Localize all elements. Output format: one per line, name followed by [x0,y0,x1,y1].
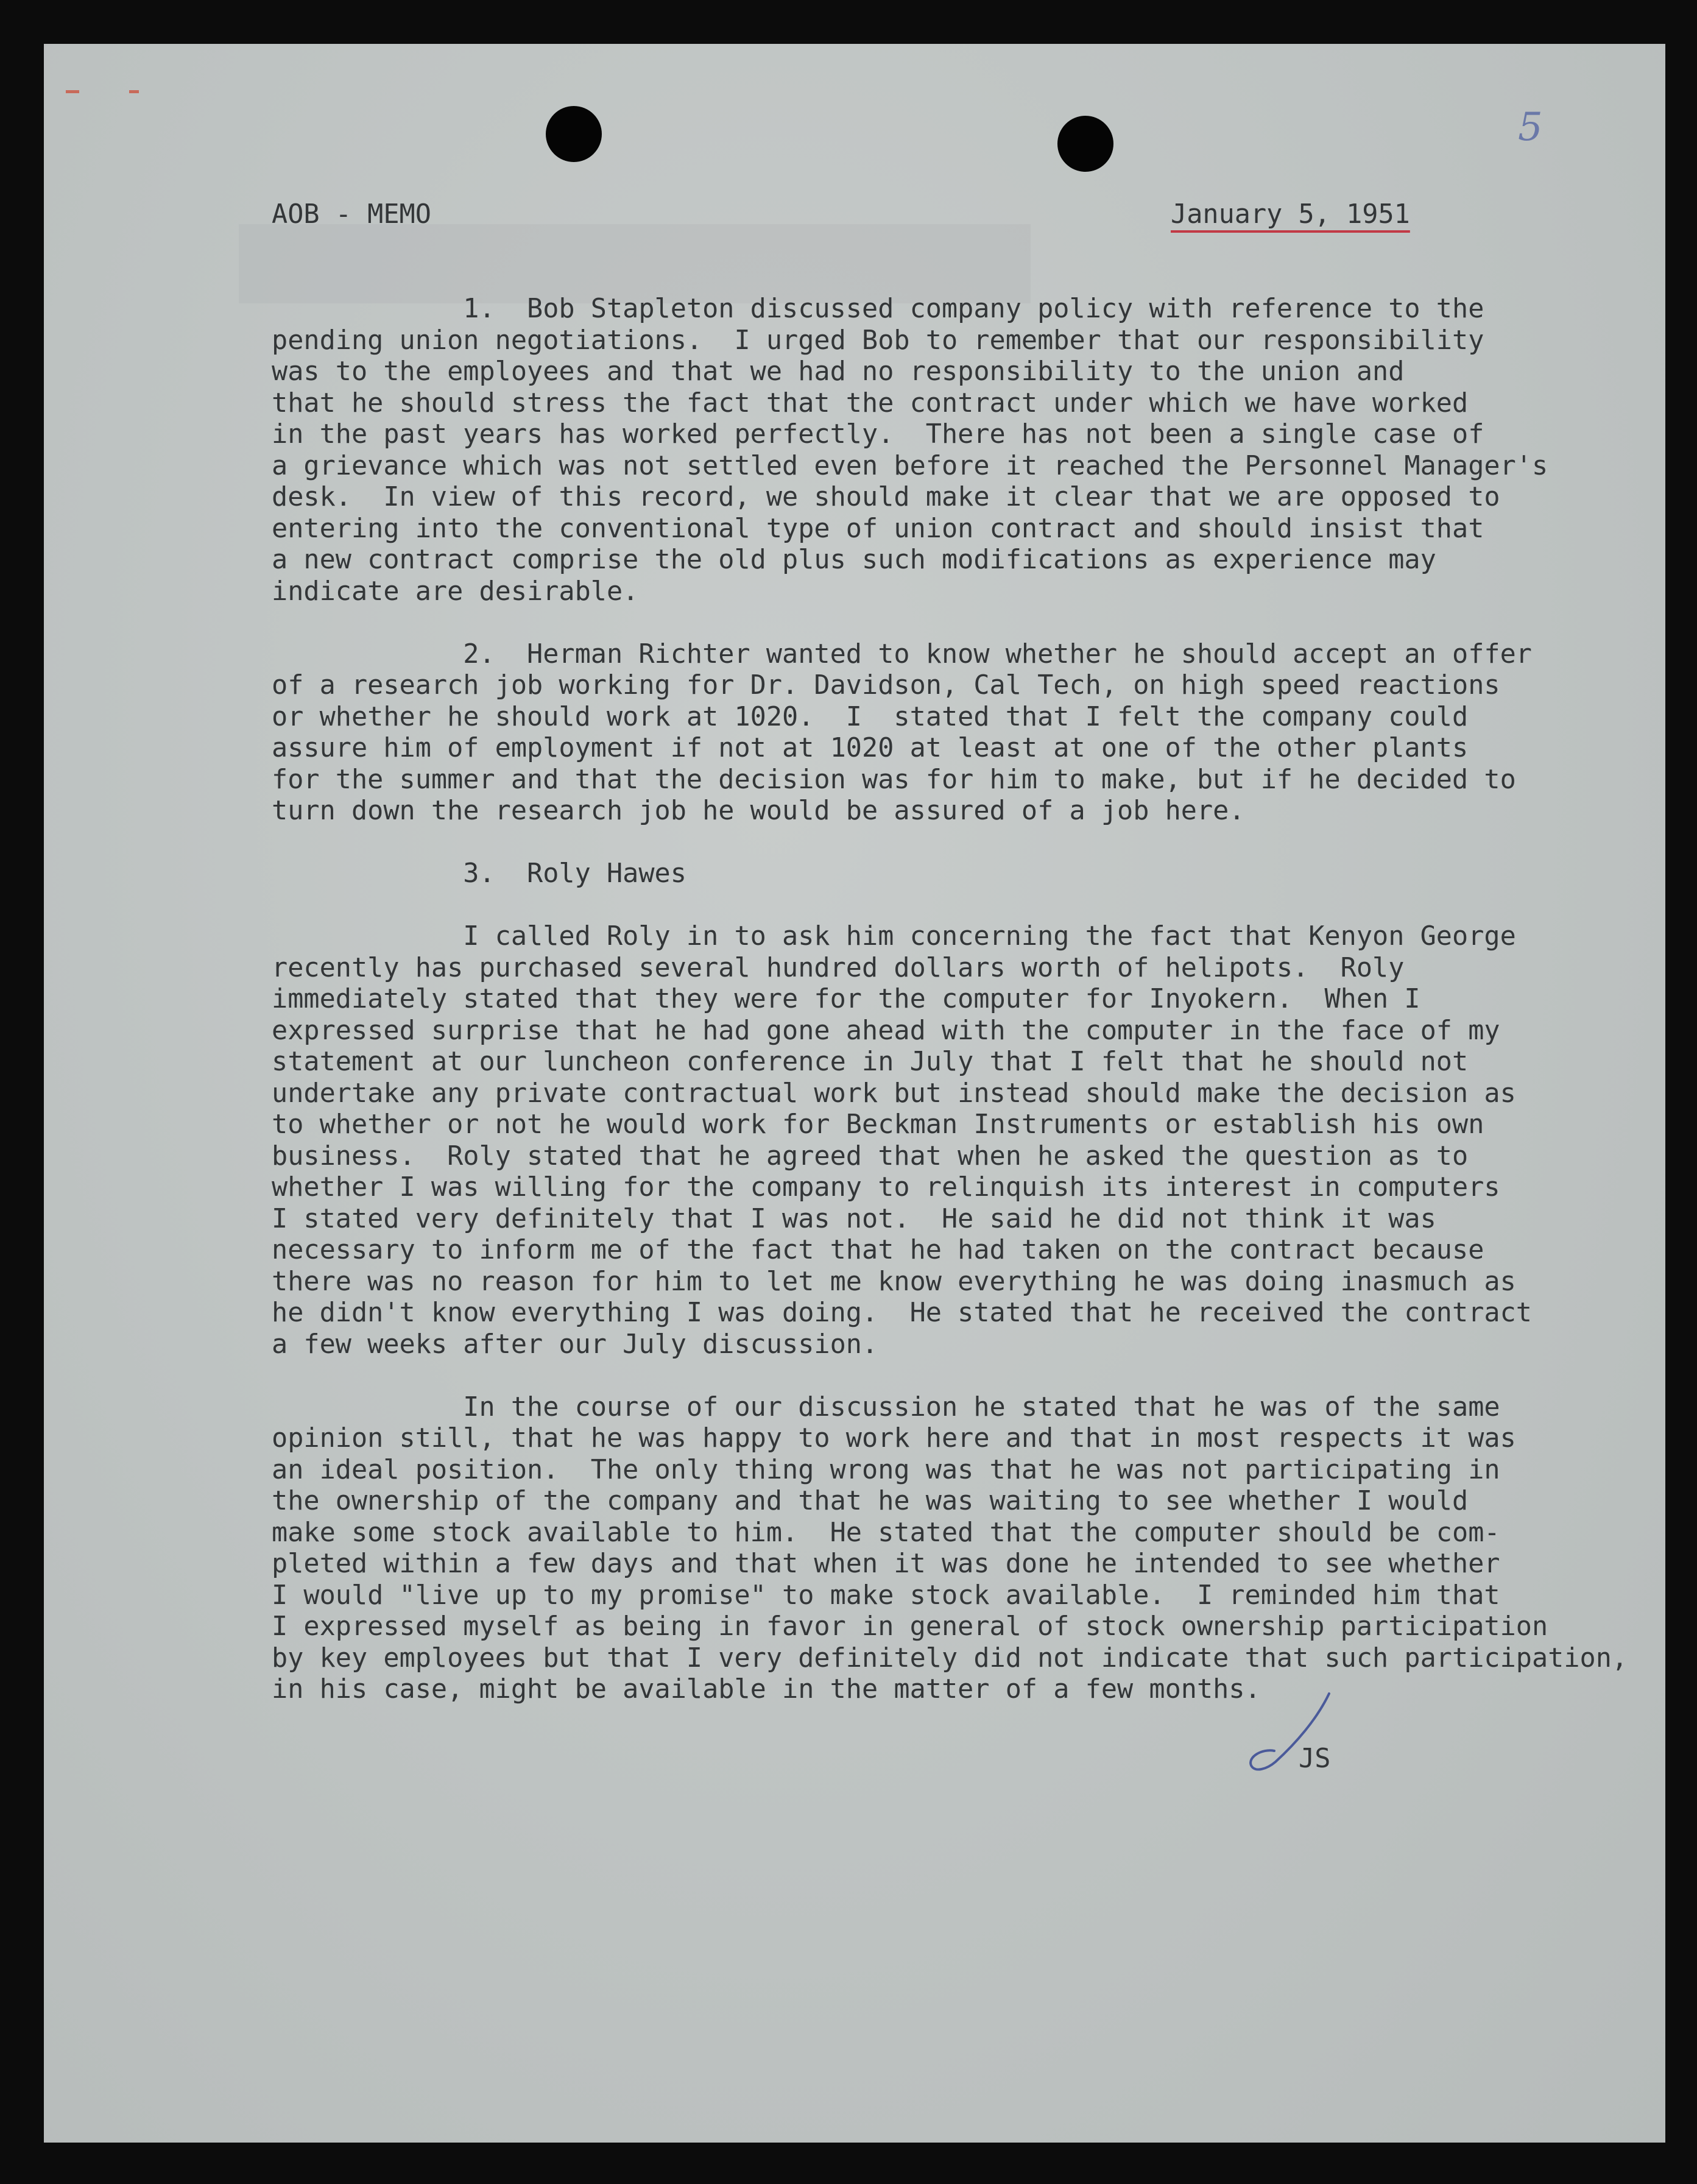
memo-page [44,44,1665,2143]
handwritten-check-mark [1238,1683,1353,1780]
punch-hole-right [1057,116,1113,172]
memo-label: AOB - MEMO [272,199,431,230]
red-tick-mark [129,90,139,93]
signature-initials: JS [1299,1744,1331,1774]
punch-hole-left [546,106,602,162]
page-number: 5 [1518,105,1543,150]
memo-body: 1. Bob Stapleton discussed company policy with reference to the pending union negotiations. I urged Bob to remember that our responsibility was to the employees and that we had no responsibility to the union and that he should stress the fact that the contract under which we have worked in the past years has worked perfectly. There has not been a single case of a grievance which was not settled even before it reached the Personnel Manager's desk. In view of this record, we should make it clear that we are opposed to entering into the conventional type of union contract and should insist that a new contract comprise the old plus such modifications as experience may indicate are desirable. 2. Herman Richter wanted to know whether he should accept an offer of a research job working for Dr. Davidson, Cal Tech, on high speed reactions or whether he should work at 1020. I stated that I felt the company could assure him of employment if not at 1020 at least at one of the other plants for the summer and that the decision was for him to make, but if he decided to turn down the research job he would be assured of a job here. 3. Roly Hawes I called Roly in to ask him concerning the fact that Kenyon George recently has purchased several hundred dollars worth of helipots. Roly immediately stated that they were for the computer for Inyokern. When I expressed surprise that he had gone ahead with the computer in the face of my statement at our luncheon conference in July that I felt that he should not undertake any private contractual work but instead should make the decision as to whether or not he would work for Beckman Instruments or establish his own business. Roly stated that he agreed that when he asked the question as to whether I was willing for the company to relinquish its interest in computers I stated very definitely that I was not. He said he did not think it was necessary to inform me of the fact that he had taken on the contract because there was no reason for him to let me know everything he was doing inasmuch as he didn't know everything I was doing. He stated that he received the contract a few weeks after our July discussion. In the course of our discussion he stated that he was of the same opinion still, that he was happy to work here and that in most respects it was an ideal position. The only thing wrong was that he was not participating in the ownership of the company and that he was waiting to see whether I would make some stock available to him. He stated that the computer should be com- pleted within a few days and that when it was done he intended to see whether I would "live up to my promise" to make stock available. I reminded him that I expressed myself as being in favor in general of stock ownership participation by key employees but that I very definitely did not indicate that such participation, in his case, might be available in the matter of a few months. [272,294,1628,1705]
red-tick-mark [66,90,79,93]
memo-date: January 5, 1951 [1171,199,1410,230]
